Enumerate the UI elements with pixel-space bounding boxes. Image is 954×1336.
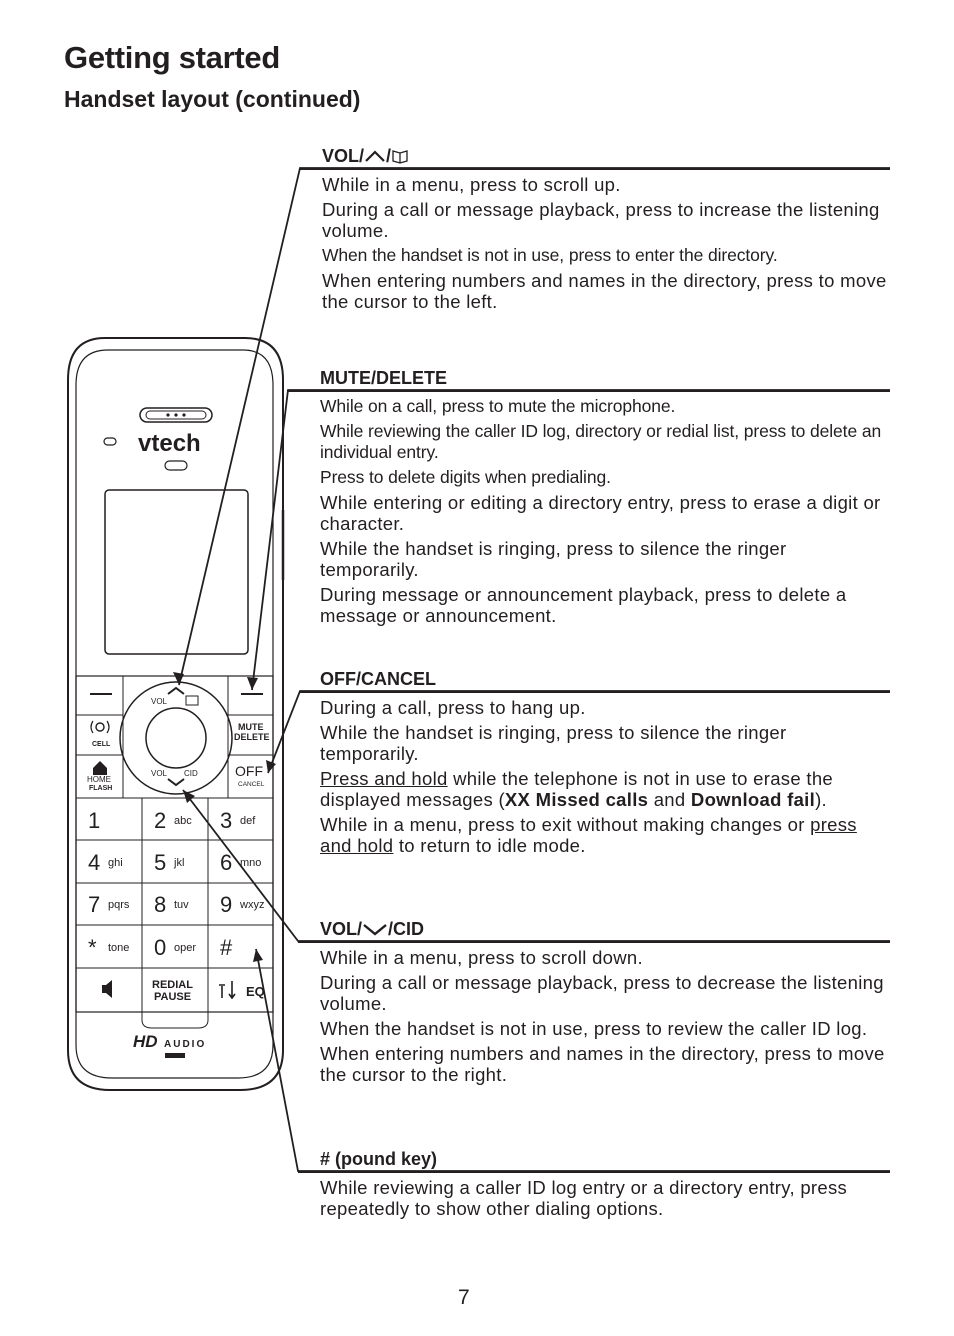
section-heading: VOL/ /CID (320, 919, 425, 939)
page-title: Getting started (64, 40, 280, 75)
chevron-up-icon (168, 688, 184, 694)
keypad-key-letters: pqrs (108, 899, 130, 911)
section-heading: VOL/ / (322, 145, 892, 167)
section-vol-down (320, 918, 890, 1089)
section-off-cancel (320, 668, 890, 860)
mute-delete-item: While on a call, press to mute the microphone. (320, 396, 676, 416)
page-subtitle: Handset layout (continued) (64, 86, 361, 112)
keypad-key-letters: oper (174, 942, 197, 954)
section-heading: OFF/CANCEL (320, 669, 436, 689)
keypad-key-digit[interactable]: * (88, 935, 97, 960)
section-vol-up (322, 145, 892, 316)
svg-text:VOL: VOL (151, 697, 168, 706)
svg-text:CANCEL: CANCEL (238, 781, 265, 788)
section-heading: MUTE/DELETE (320, 368, 448, 388)
volume-eq-icon (219, 981, 235, 998)
hd-audio-logo: HD (133, 1032, 158, 1051)
keypad-key-digit[interactable]: 0 (154, 935, 167, 960)
display-screen (105, 490, 248, 654)
mute-delete-item: Press to delete digits when predialing. (320, 467, 611, 487)
keypad-key-letters: mno (240, 857, 262, 869)
pound-item: While reviewing a caller ID log entry or a directory entry, press repeatedly to show other dialing options. (320, 1177, 848, 1219)
keypad-key-digit[interactable]: 1 (88, 808, 101, 833)
svg-text:CID: CID (184, 769, 198, 778)
svg-text:DELETE: DELETE (234, 732, 270, 742)
vol-down-item: During a call or message playback, press to decrease the listening volume. (320, 972, 884, 1014)
cell-icon (96, 723, 104, 731)
off-cancel-item: Press and hold while the telephone is not in use to erase the displayed messages (XX Missed calls and Download fail). (320, 768, 833, 810)
keypad-key-letters: ghi (108, 857, 123, 869)
chevron-up-icon (364, 149, 386, 163)
svg-text:HOME: HOME (87, 775, 111, 784)
nav-center-key (146, 708, 206, 768)
section-heading: # (pound key) (320, 1149, 438, 1169)
speaker-icon (102, 980, 112, 998)
svg-text:CELL: CELL (92, 741, 111, 748)
keypad-key-digit[interactable]: 5 (154, 850, 167, 875)
svg-text:AUDIO: AUDIO (164, 1039, 207, 1050)
svg-text:VOL: VOL (151, 769, 168, 778)
keypad-key-digit[interactable]: 8 (154, 892, 167, 917)
keypad-key-digit[interactable]: 4 (88, 850, 101, 875)
off-cancel-item: While the handset is ringing, press to silence the ringer temporarily. (320, 722, 787, 764)
led-indicator (104, 438, 116, 445)
vol-down-item: While in a menu, press to scroll down. (320, 947, 643, 968)
off-cancel-item: While in a menu, press to exit without making changes or press and hold to return to idle mode. (320, 814, 857, 856)
vol-up-item: While in a menu, press to scroll up. (322, 174, 621, 195)
chevron-down-icon (362, 922, 388, 936)
keypad-key-digit[interactable]: 9 (220, 892, 233, 917)
nav-ring (120, 682, 232, 794)
chevron-down-icon (168, 779, 184, 785)
brand-logo: vtech (138, 430, 201, 457)
directory-book-icon (391, 148, 409, 164)
keypad-key-digit[interactable]: # (220, 935, 233, 960)
svg-text:REDIAL: REDIAL (152, 979, 193, 991)
keypad-key-letters: def (240, 815, 256, 827)
svg-text:EQ: EQ (246, 984, 265, 999)
mute-delete-item: During message or announcement playback, press to delete a message or announcement. (320, 584, 847, 626)
vol-up-item: When the handset is not in use, press to enter the directory. (322, 245, 778, 265)
mute-delete-item: While the handset is ringing, press to silence the ringer temporarily. (320, 538, 787, 580)
directory-book-icon (186, 696, 198, 705)
svg-text:FLASH: FLASH (89, 785, 113, 792)
svg-text:OFF: OFF (235, 763, 263, 779)
section-mute-delete (320, 367, 890, 630)
home-icon (93, 761, 107, 775)
svg-text:PAUSE: PAUSE (154, 991, 192, 1003)
keypad-key-letters: tuv (174, 899, 189, 911)
vol-up-item: During a call or message playback, press to increase the listening volume. (322, 199, 880, 241)
vol-up-item: When entering numbers and names in the directory, press to move the cursor to the left. (322, 270, 887, 312)
svg-text:MUTE: MUTE (238, 722, 264, 732)
keypad-key-digit[interactable]: 7 (88, 892, 101, 917)
keypad-key-digit[interactable]: 6 (220, 850, 233, 875)
mute-delete-item: While entering or editing a directory entry, press to erase a digit or character. (320, 492, 881, 534)
section-pound-key (320, 1148, 890, 1223)
vol-down-item: When the handset is not in use, press to review the caller ID log. (320, 1018, 868, 1039)
keypad-key-digit[interactable]: 2 (154, 808, 167, 833)
keypad-key-letters: abc (174, 815, 192, 827)
vol-down-item: When entering numbers and names in the directory, press to move the cursor to the right. (320, 1043, 885, 1085)
keypad-key-letters: tone (108, 942, 130, 954)
page-number: 7 (458, 1286, 470, 1309)
off-cancel-item: During a call, press to hang up. (320, 697, 586, 718)
keypad-key-letters: jkl (174, 857, 185, 869)
keypad-key-digit[interactable]: 3 (220, 808, 233, 833)
mute-delete-item: While reviewing the caller ID log, directory or redial list, press to delete an individual entry. (320, 421, 882, 462)
keypad-key-letters: wxyz (240, 899, 265, 911)
